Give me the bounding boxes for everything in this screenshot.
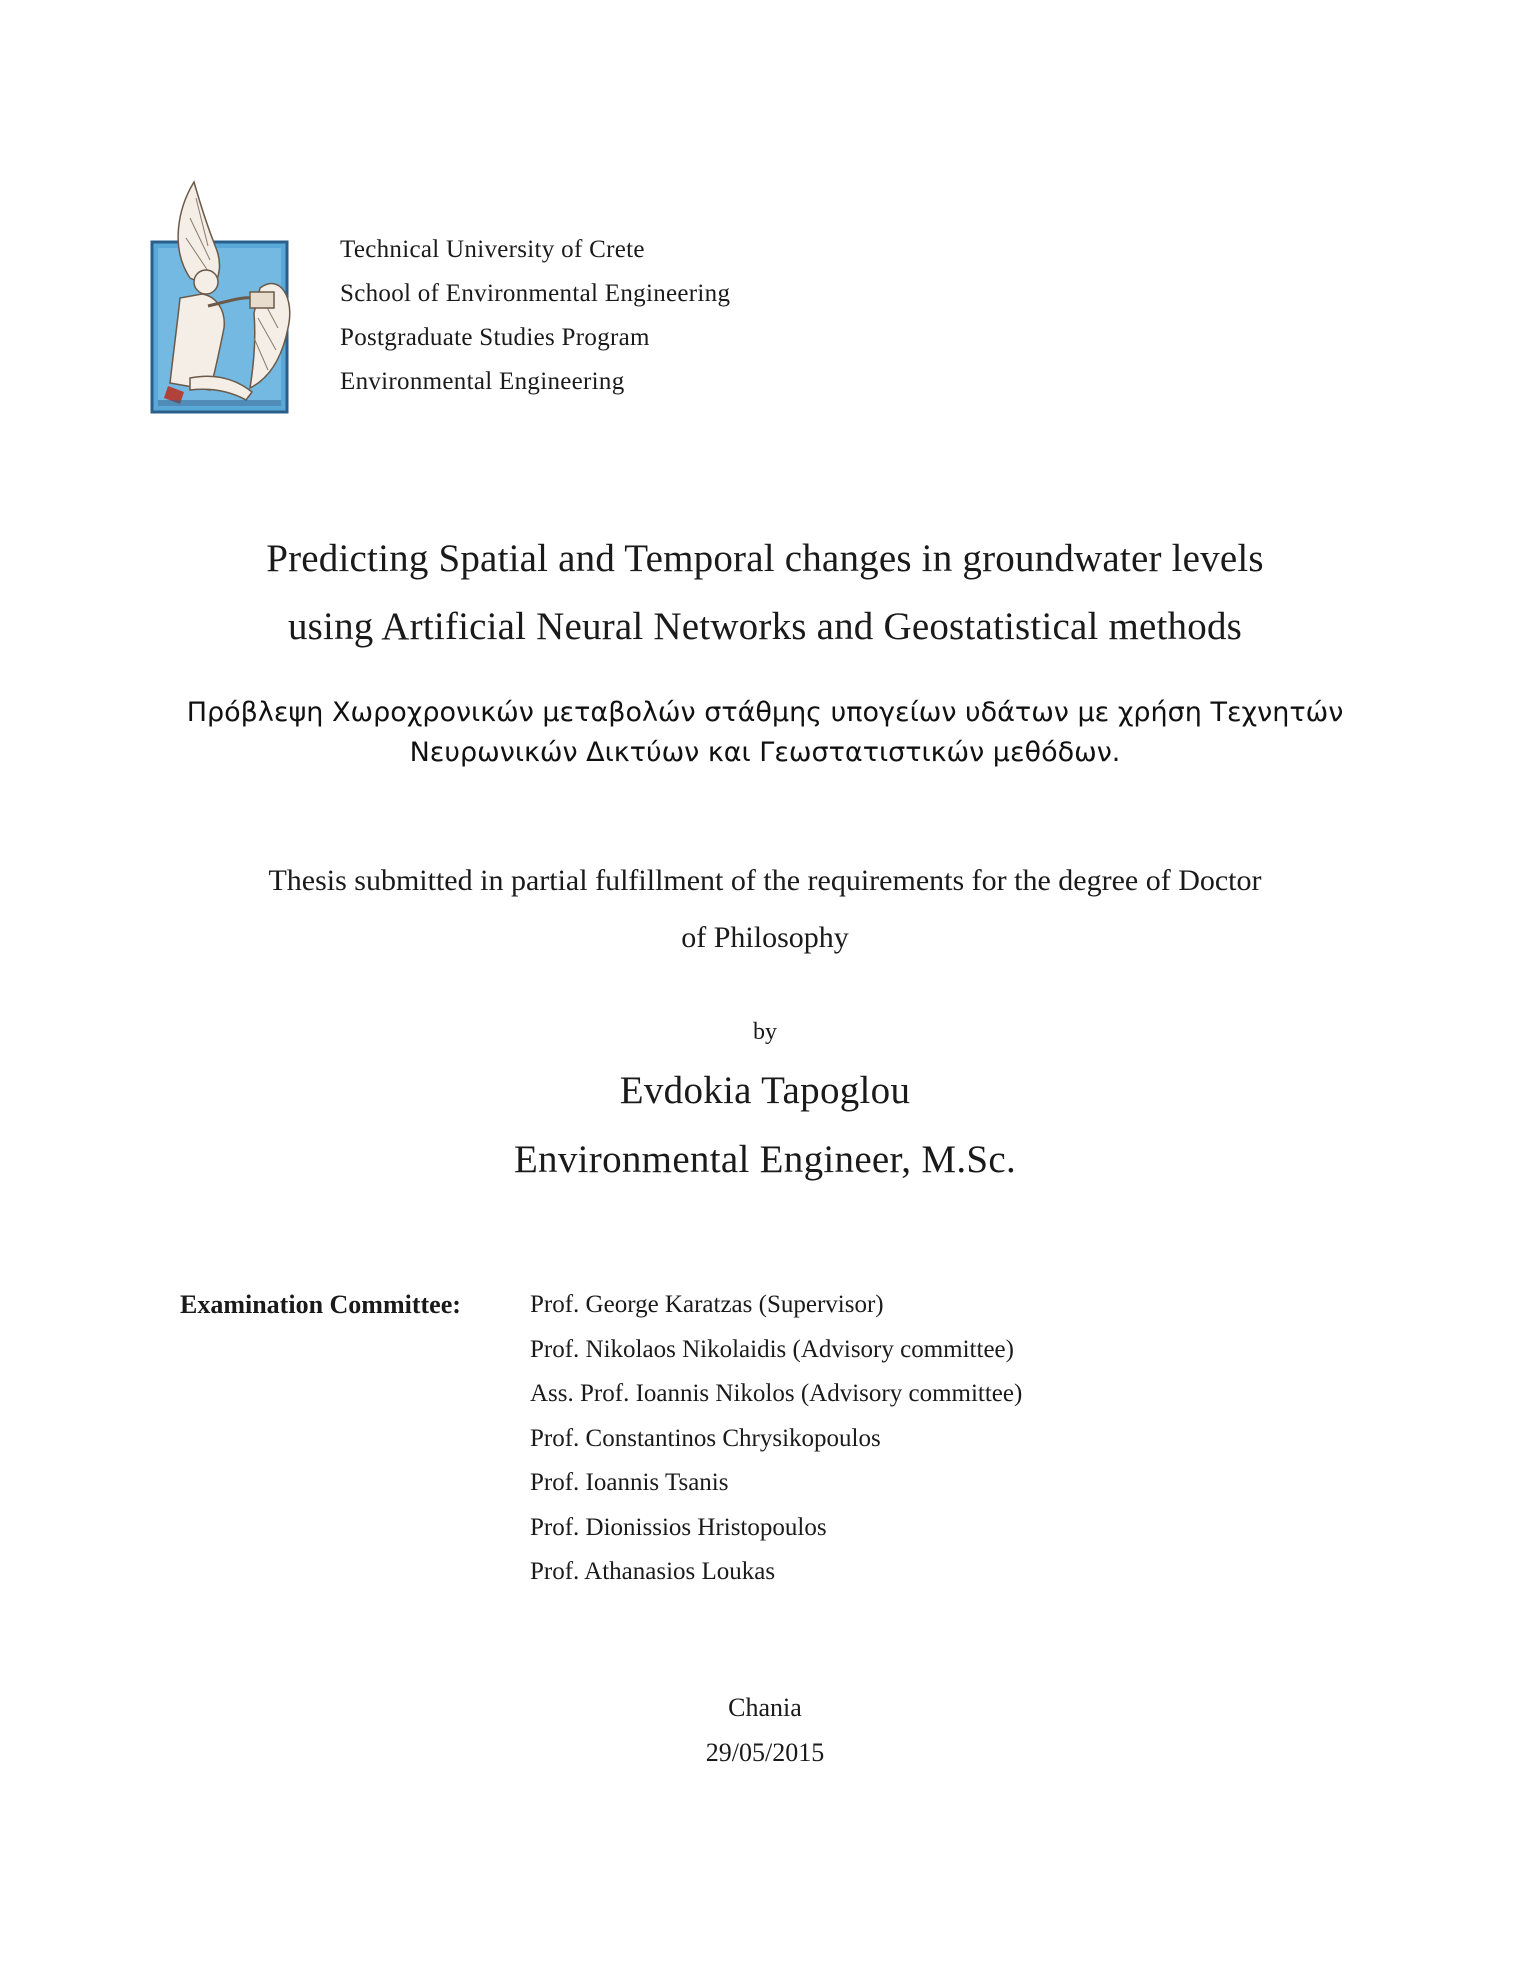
title-en-line-1: Predicting Spatial and Temporal changes in groundwater levels (266, 537, 1264, 580)
submission-line-2: of Philosophy (681, 921, 849, 954)
committee-member: Prof. George Karatzas (Supervisor) (530, 1291, 884, 1318)
institution-header (150, 178, 870, 418)
thesis-title-greek (140, 693, 1390, 773)
submission-line-1: Thesis submitted in partial fulfillment of the requirements for the degree of Doctor (268, 864, 1262, 897)
submission-statement (150, 852, 1380, 966)
date: 29/05/2015 (705, 1738, 825, 1767)
committee-member: Prof. Constantinos Chrysikopoulos (530, 1424, 881, 1452)
title-en-line-2: using Artificial Neural Networks and Geostatistical methods (287, 605, 1243, 648)
title-el-line-2: Νευρωνικών Δικτύων και Γεωστατιστικών μεθόδων. (409, 737, 1121, 768)
title-el-line-1: Πρόβλεψη Χωροχρονικών μεταβολών στάθμης υπογείων υδάτων με χρήση Τεχνητών (186, 697, 1344, 728)
by-label: by (753, 1019, 777, 1045)
place: Chania (728, 1693, 802, 1722)
university-name: Technical University of Crete (340, 236, 645, 263)
committee-member: Prof. Ioannis Tsanis (530, 1469, 729, 1496)
committee-list (530, 1283, 1022, 1595)
institution-lines (340, 228, 900, 404)
author-name: Evdokia Tapoglou (619, 1069, 911, 1112)
school-name: School of Environmental Engineering (340, 280, 731, 307)
committee-member: Ass. Prof. Ioannis Nikolos (Advisory committee) (530, 1380, 1023, 1407)
committee-member: Prof. Nikolaos Nikolaidis (Advisory committee) (530, 1335, 1014, 1363)
thesis-title-english (100, 525, 1430, 661)
author-degree: Environmental Engineer, M.Sc. (513, 1138, 1017, 1181)
department-name: Environmental Engineering (340, 368, 625, 395)
committee-member: Prof. Athanasios Loukas (530, 1558, 776, 1585)
committee-member: Prof. Dionissios Hristopoulos (530, 1513, 827, 1541)
committee-label: Examination Committee: (180, 1290, 461, 1319)
tuc-logo-icon (150, 178, 295, 418)
program-name: Postgraduate Studies Program (340, 324, 650, 351)
